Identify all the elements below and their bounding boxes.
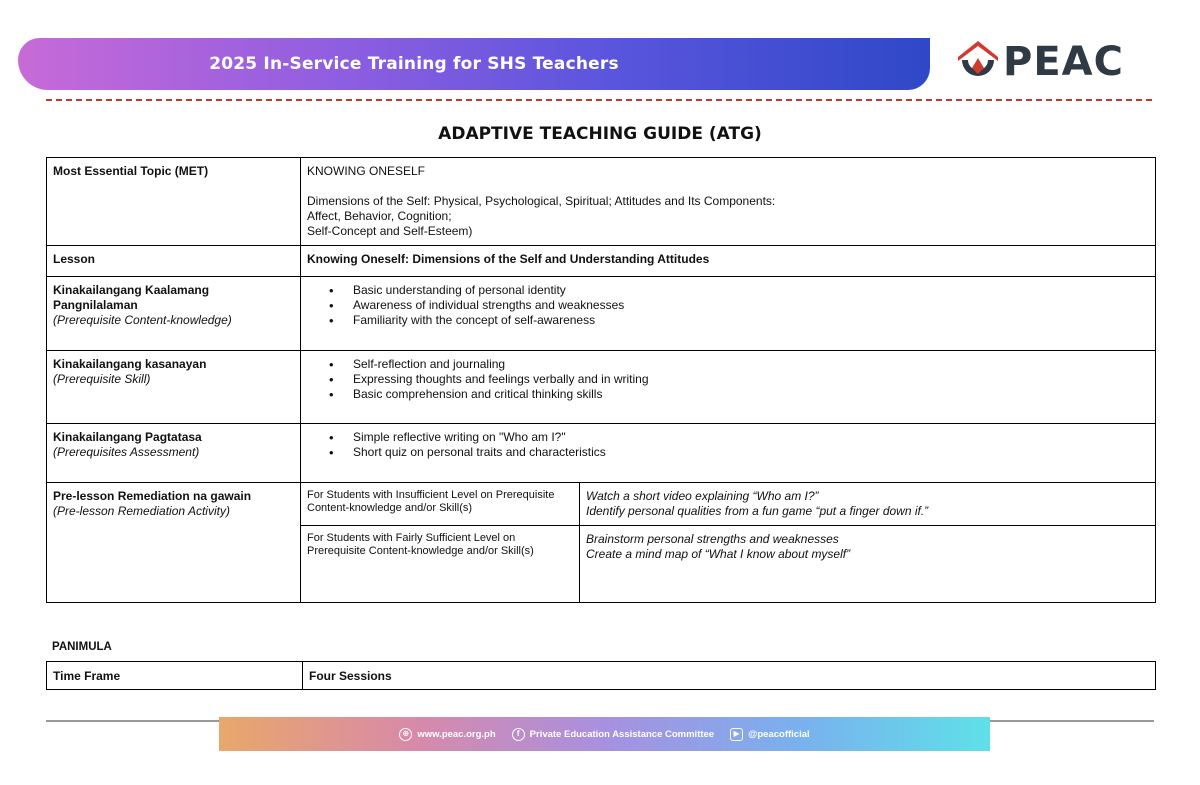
met-value-cell: [301, 158, 1156, 246]
footer-website[interactable]: [399, 728, 495, 741]
table-row-prereq-content: [47, 277, 1156, 351]
banner-title: 2025 In-Service Training for SHS Teachers: [209, 54, 619, 74]
prereq-skill-label-cell: [47, 351, 301, 424]
insufficient-activity-line: Watch a short video explaining “Who am I?”: [586, 489, 819, 503]
time-frame-label: Time Frame: [53, 668, 121, 683]
fairly-activity-line: Create a mind map of “What I know about myself”: [586, 547, 851, 561]
lesson-label: Lesson: [53, 252, 96, 266]
prereq-skill-list: [307, 357, 1149, 402]
table-row-prereq-skill: [47, 351, 1156, 424]
logo-text: PEAC: [1003, 39, 1124, 85]
time-frame-value: Four Sessions: [309, 668, 392, 683]
lesson-label-cell: [47, 246, 301, 277]
prereq-assessment-sublabel: (Prerequisites Assessment): [53, 445, 200, 459]
time-frame-label-cell: [47, 662, 303, 690]
list-item: • Familiarity with the concept of self-awareness: [329, 313, 1149, 328]
remediation-label: Pre-lesson Remediation na gawain: [53, 489, 252, 503]
footer-bar: [219, 717, 990, 751]
met-line: Self-Concept and Self-Esteem): [307, 224, 473, 238]
met-label-cell: [47, 158, 301, 246]
prereq-content-sublabel: (Prerequisite Content-knowledge): [53, 313, 232, 327]
footer-website-text: www.peac.org.ph: [417, 728, 496, 740]
atg-table: [46, 157, 1156, 603]
table-row-remediation-insufficient: [47, 483, 1156, 526]
footer-youtube[interactable]: [730, 728, 810, 741]
insufficient-condition-cell: [301, 483, 580, 526]
time-frame-value-cell: [303, 662, 1156, 690]
met-line: Dimensions of the Self: Physical, Psychological, Spiritual; Attitudes and Its Components:: [307, 194, 776, 208]
prereq-skill-sublabel: (Prerequisite Skill): [53, 372, 151, 386]
list-item: • Awareness of individual strengths and weaknesses: [329, 298, 1149, 313]
lesson-title: Knowing Oneself: Dimensions of the Self and Understanding Attitudes: [307, 252, 710, 266]
peac-logo: [955, 38, 1155, 86]
insufficient-condition: For Students with Insufficient Level on Prerequisite Content-knowledge and/or Skill(s): [307, 489, 555, 514]
prereq-assessment-list: [307, 430, 1149, 460]
prereq-content-label-cell: [47, 277, 301, 351]
list-item: • Short quiz on personal traits and characteristics: [329, 445, 1149, 460]
table-row-prereq-assessment: [47, 424, 1156, 483]
met-topic: KNOWING ONESELF: [307, 164, 426, 178]
remediation-sublabel: (Pre-lesson Remediation Activity): [53, 504, 230, 518]
insufficient-activity-line: Identify personal qualities from a fun game “put a finger down if.”: [586, 504, 929, 518]
fairly-activity-cell: [580, 526, 1156, 603]
globe-icon: ⊕: [399, 728, 412, 741]
fairly-condition: For Students with Fairly Sufficient Level on Prerequisite Content-knowledge and/or Skill(s): [307, 532, 534, 557]
facebook-icon: f: [512, 728, 525, 741]
table-row-met: [47, 158, 1156, 246]
prereq-skill-label: Kinakailangang kasanayan: [53, 357, 207, 371]
fairly-activity-line: Brainstorm personal strengths and weaknesses: [586, 532, 839, 546]
insufficient-activity-cell: [580, 483, 1156, 526]
prereq-content-label: Kinakailangang Kaalamang Pangnilalaman: [53, 283, 210, 312]
list-item: • Expressing thoughts and feelings verbally and in writing: [329, 372, 1149, 387]
footer-youtube-text: @peacofficial: [748, 728, 810, 740]
prereq-assessment-label-cell: [47, 424, 301, 483]
footer-facebook[interactable]: [512, 728, 714, 741]
time-frame-table: [46, 661, 1156, 690]
list-item: • Self-reflection and journaling: [329, 357, 1149, 372]
header-banner: [18, 38, 930, 90]
prereq-content-value-cell: [301, 277, 1156, 351]
panimula-heading: PANIMULA: [52, 641, 112, 653]
prereq-skill-value-cell: [301, 351, 1156, 424]
lesson-value-cell: [301, 246, 1156, 277]
table-row-time-frame: [47, 662, 1156, 690]
met-label: Most Essential Topic (MET): [53, 164, 209, 178]
table-row-lesson: [47, 246, 1156, 277]
list-item: • Simple reflective writing on "Who am I?": [329, 430, 1149, 445]
met-line: Affect, Behavior, Cognition;: [307, 209, 452, 223]
prereq-assessment-value-cell: [301, 424, 1156, 483]
footer-facebook-text: Private Education Assistance Committee: [529, 728, 715, 740]
prereq-assessment-label: Kinakailangang Pagtatasa: [53, 430, 202, 444]
youtube-icon: ▶: [730, 728, 743, 741]
list-item: • Basic understanding of personal identity: [329, 283, 1149, 298]
list-item: • Basic comprehension and critical thinking skills: [329, 387, 1149, 402]
document-title: ADAPTIVE TEACHING GUIDE (ATG): [438, 124, 762, 144]
fairly-condition-cell: [301, 526, 580, 603]
prereq-content-list: [307, 283, 1149, 328]
remediation-label-cell: [47, 483, 301, 603]
peac-logo-icon: [955, 38, 1001, 86]
header-divider: [46, 99, 1152, 101]
